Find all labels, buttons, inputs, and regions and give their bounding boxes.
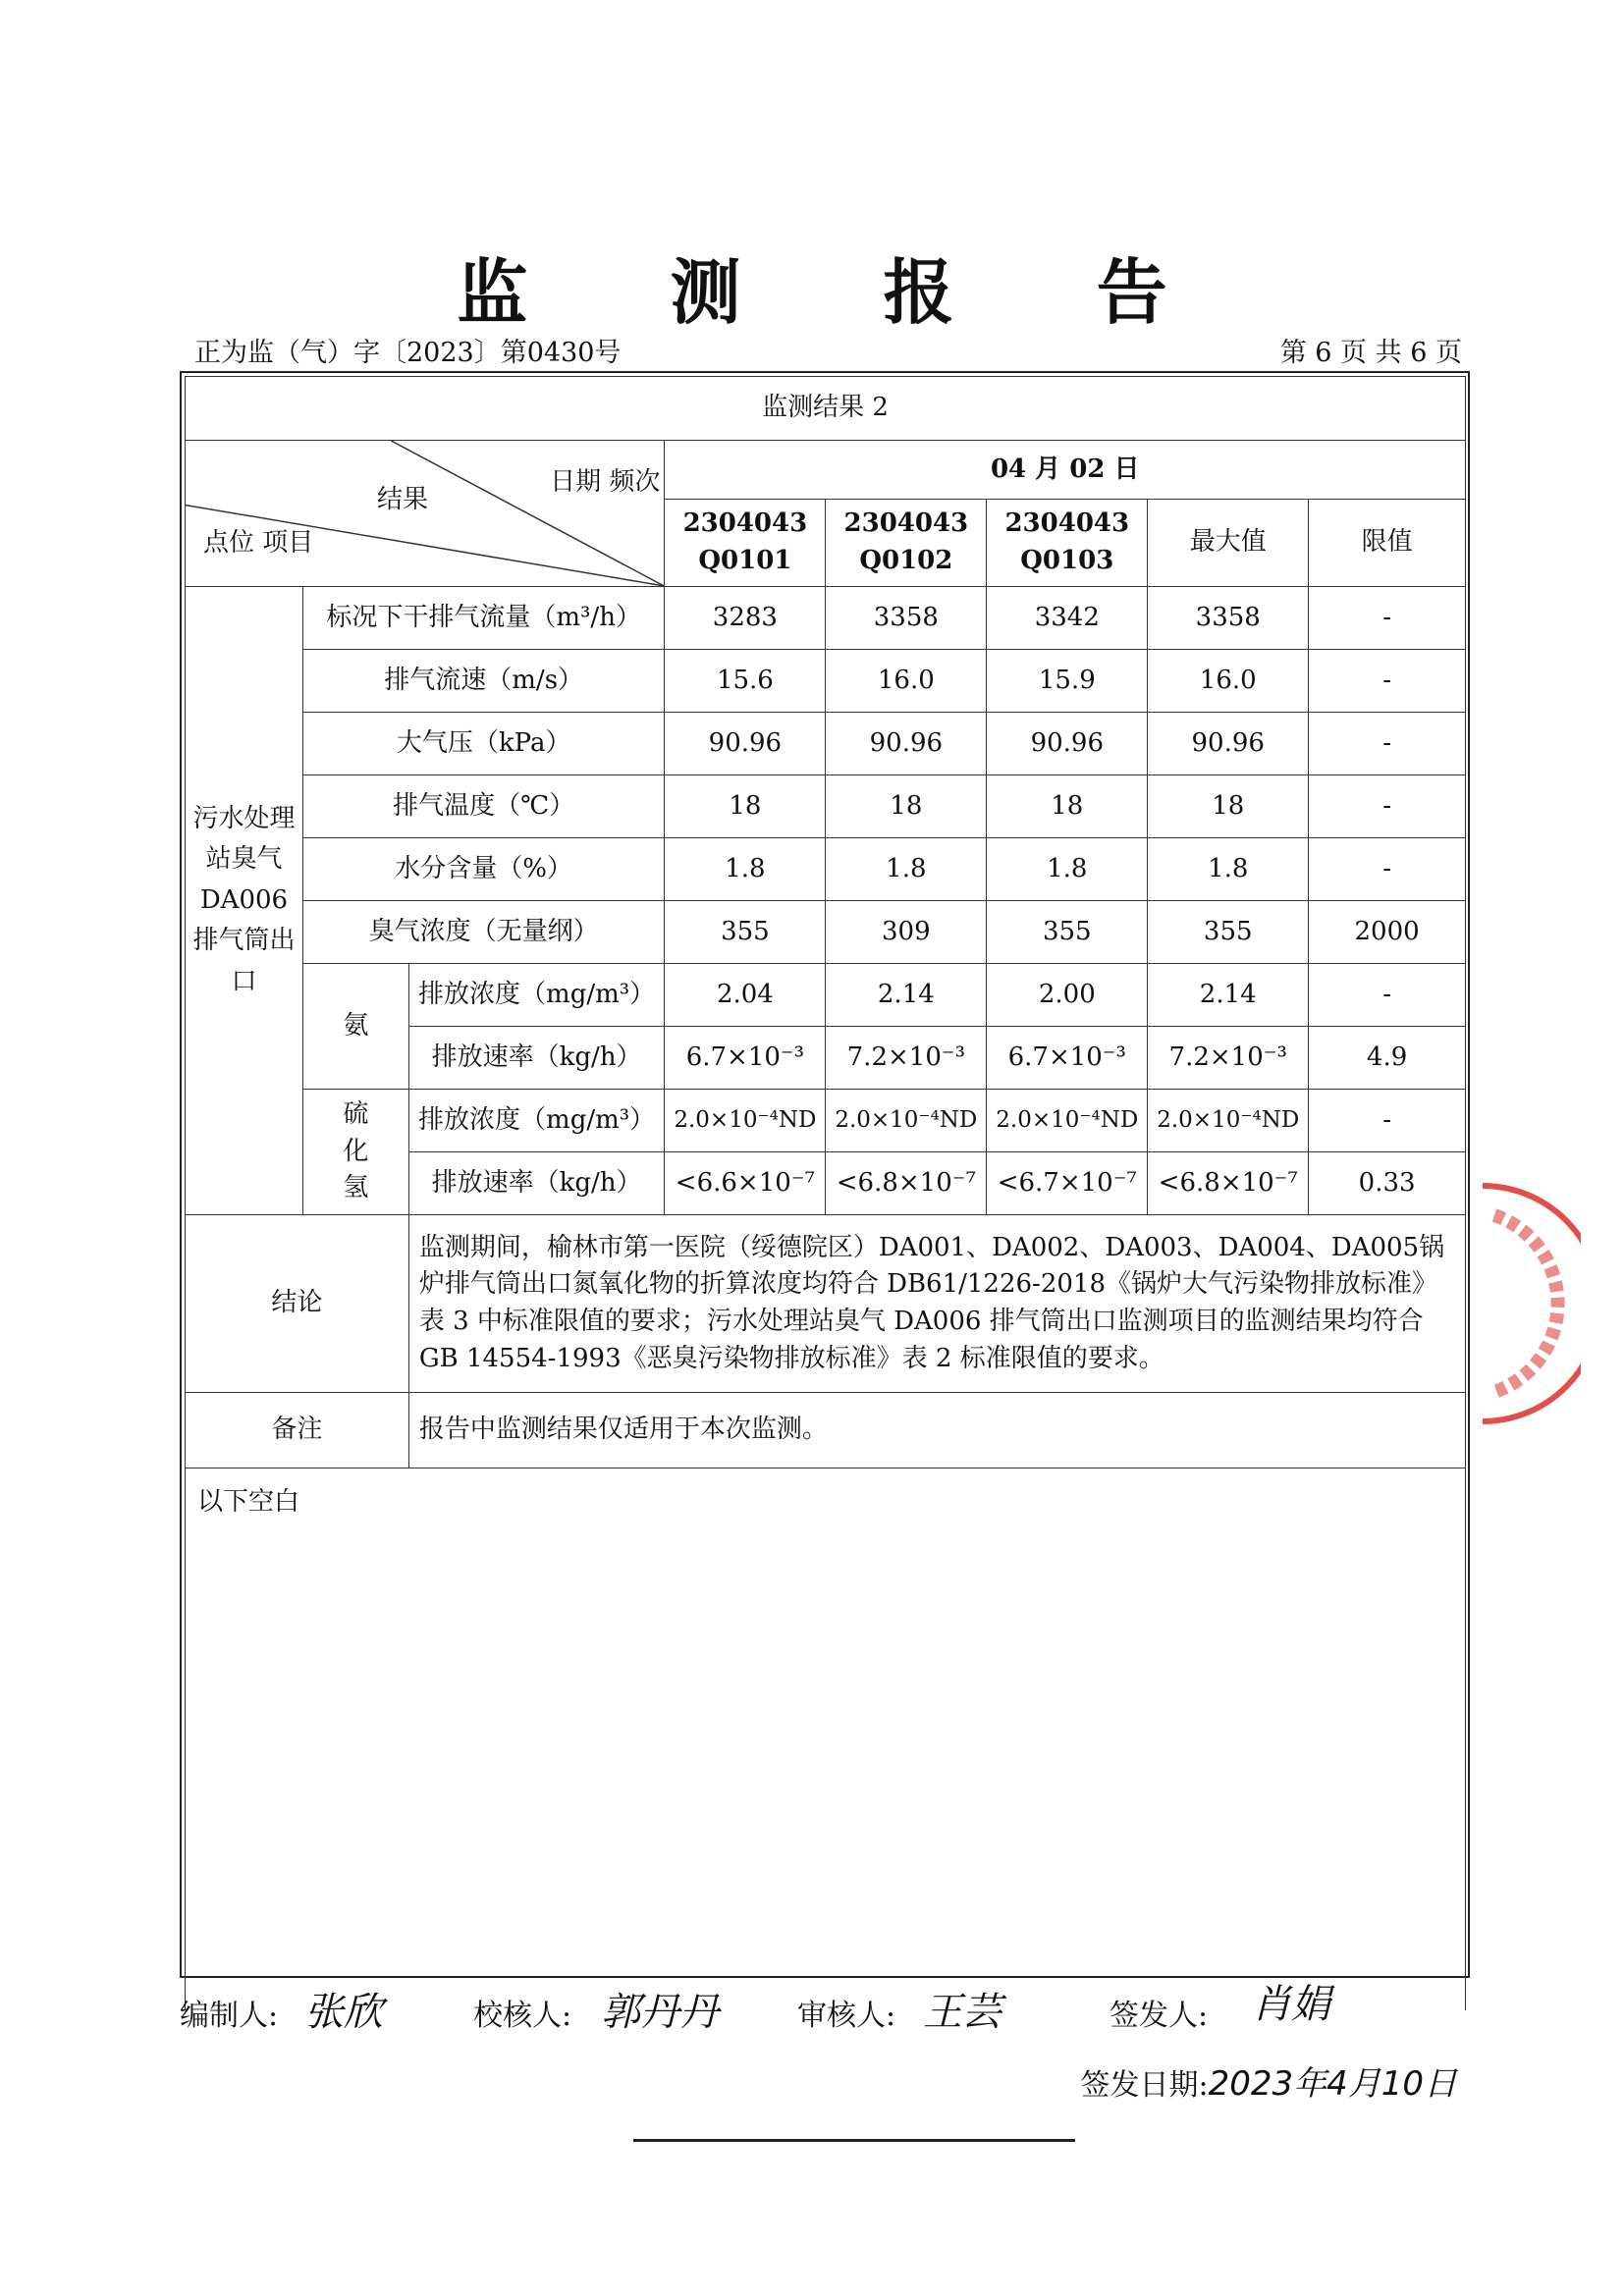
conclusion-row xyxy=(186,1215,1466,1393)
footer-rule xyxy=(633,2139,1075,2142)
cell-value: 355 xyxy=(665,901,826,964)
cell-limit: - xyxy=(1309,650,1466,713)
cell-max: 90.96 xyxy=(1148,713,1309,775)
cell-max: 7.2×10⁻³ xyxy=(1148,1027,1309,1090)
row-item: 排放速率（kg/h） xyxy=(408,1152,665,1215)
row-item: 排放浓度（mg/m³） xyxy=(408,964,665,1027)
page-indicator: 第 6 页 共 6 页 xyxy=(1279,338,1462,368)
row-item: 排气流速（m/s） xyxy=(302,650,664,713)
cell-value: <6.6×10⁻⁷ xyxy=(665,1152,826,1215)
checker-signature: 郭丹丹 xyxy=(601,1990,719,2035)
sample-col-1: 2304043 Q0101 xyxy=(665,500,826,587)
cell-max: 16.0 xyxy=(1148,650,1309,713)
cell-limit: - xyxy=(1309,838,1466,901)
row-item: 大气压（kPa） xyxy=(302,713,664,775)
cell-value: 90.96 xyxy=(665,713,826,775)
monitoring-point: 污水处理站臭气DA006排气筒出口 xyxy=(186,587,303,1215)
max-header: 最大值 xyxy=(1148,500,1309,587)
cell-value: 309 xyxy=(826,901,987,964)
cell-value: 6.7×10⁻³ xyxy=(665,1027,826,1090)
blank-note: 以下空白 xyxy=(186,1468,1466,2011)
cell-limit: - xyxy=(1309,713,1466,775)
cell-value: 3358 xyxy=(826,587,987,650)
cell-value: 18 xyxy=(987,775,1148,838)
header-date: 04 月 02 日 xyxy=(665,441,1466,500)
cell-limit: - xyxy=(1309,1090,1466,1152)
issue-date-value: 2023年4月10日 xyxy=(1208,2064,1457,2104)
limit-header: 限值 xyxy=(1309,500,1466,587)
sample-col-2: 2304043 Q0102 xyxy=(826,500,987,587)
group-name-ammonia: 氨 xyxy=(302,964,408,1090)
issuer-signature: 肖娟 xyxy=(1252,1982,1330,2027)
cell-value: 90.96 xyxy=(987,713,1148,775)
table-row xyxy=(186,713,1466,775)
table-row xyxy=(186,650,1466,713)
cell-value: 90.96 xyxy=(826,713,987,775)
row-item: 排放速率（kg/h） xyxy=(408,1027,665,1090)
cell-max: 355 xyxy=(1148,901,1309,964)
cell-value: 2.04 xyxy=(665,964,826,1027)
group-name-h2s: 硫化氢 xyxy=(302,1090,408,1215)
report-title: 监 测 报 告 xyxy=(457,250,1226,334)
compiler-signature: 张欣 xyxy=(304,1990,383,2035)
cell-max: 18 xyxy=(1148,775,1309,838)
table-row xyxy=(186,775,1466,838)
cell-value: 6.7×10⁻³ xyxy=(987,1027,1148,1090)
table-row xyxy=(186,587,1466,650)
cell-max: 3358 xyxy=(1148,587,1309,650)
cell-value: <6.8×10⁻⁷ xyxy=(826,1152,987,1215)
issue-date-label: 签发日期: xyxy=(1080,2068,1209,2103)
table-row xyxy=(186,964,1466,1027)
cell-max: 2.14 xyxy=(1148,964,1309,1027)
reviewer-label: 审核人: xyxy=(797,1999,896,2033)
remark-text: 报告中监测结果仅适用于本次监测。 xyxy=(408,1393,1465,1468)
cell-value: <6.7×10⁻⁷ xyxy=(987,1152,1148,1215)
cell-limit: - xyxy=(1309,587,1466,650)
table-caption: 监测结果 2 xyxy=(186,377,1466,441)
reviewer-signature: 王芸 xyxy=(923,1990,1001,2035)
header-date-freq: 日期 频次 xyxy=(550,467,661,497)
checker-label: 校核人: xyxy=(473,1999,572,2033)
issuer-label: 签发人: xyxy=(1110,1999,1209,2033)
row-item: 臭气浓度（无量纲） xyxy=(302,901,664,964)
header-result: 结果 xyxy=(377,485,429,514)
cell-max: <6.8×10⁻⁷ xyxy=(1148,1152,1309,1215)
row-item: 排气温度（℃） xyxy=(302,775,664,838)
table-row xyxy=(186,838,1466,901)
cell-value: 2.14 xyxy=(826,964,987,1027)
cell-value: 2.0×10⁻⁴ND xyxy=(826,1090,987,1152)
cell-value: 3342 xyxy=(987,587,1148,650)
cell-limit: 2000 xyxy=(1309,901,1466,964)
cell-limit: 0.33 xyxy=(1309,1152,1466,1215)
cell-limit: - xyxy=(1309,775,1466,838)
cell-value: 1.8 xyxy=(826,838,987,901)
conclusion-text: 监测期间，榆林市第一医院（绥德院区）DA001、DA002、DA003、DA004、DA005锅炉排气筒出口氮氧化物的折算浓度均符合 DB61/1226-2018《锅炉大气污染物排放标准》表 3 中标准限值的要求；污水处理站臭气 DA006 排气筒出口监测项目的监测结果均符合 GB 14554-1993《恶臭污染物排放标准》表 2 标准限值的要求。 xyxy=(408,1215,1465,1393)
conclusion-label: 结论 xyxy=(186,1215,409,1393)
compiler-label: 编制人: xyxy=(180,1999,279,2033)
report-number: 正为监（气）字〔2023〕第0430号 xyxy=(194,338,622,368)
table-row xyxy=(186,901,1466,964)
cell-max: 1.8 xyxy=(1148,838,1309,901)
cell-value: 7.2×10⁻³ xyxy=(826,1027,987,1090)
cell-value: 18 xyxy=(826,775,987,838)
cell-max: 2.0×10⁻⁴ND xyxy=(1148,1090,1309,1152)
cell-value: 15.9 xyxy=(987,650,1148,713)
issue-date xyxy=(1080,2056,1457,2105)
results-table xyxy=(185,376,1466,2010)
remark-row xyxy=(186,1393,1466,1468)
cell-value: 2.00 xyxy=(987,964,1148,1027)
row-item: 水分含量（%） xyxy=(302,838,664,901)
row-item: 排放浓度（mg/m³） xyxy=(408,1090,665,1152)
cell-value: 1.8 xyxy=(665,838,826,901)
cell-value: 15.6 xyxy=(665,650,826,713)
remark-label: 备注 xyxy=(186,1393,409,1468)
cell-value: 3283 xyxy=(665,587,826,650)
cell-value: 2.0×10⁻⁴ND xyxy=(987,1090,1148,1152)
cell-value: 18 xyxy=(665,775,826,838)
cell-limit: 4.9 xyxy=(1309,1027,1466,1090)
cell-value: 2.0×10⁻⁴ND xyxy=(665,1090,826,1152)
cell-limit: - xyxy=(1309,964,1466,1027)
row-item: 标况下干排气流量（m³/h） xyxy=(302,587,664,650)
header-point-item: 点位 项目 xyxy=(203,528,314,558)
red-seal-stamp xyxy=(1473,1176,1581,1431)
table-row xyxy=(186,1090,1466,1152)
cell-value: 1.8 xyxy=(987,838,1148,901)
diagonal-header-cell xyxy=(186,441,665,587)
cell-value: 355 xyxy=(987,901,1148,964)
cell-value: 16.0 xyxy=(826,650,987,713)
sample-col-3: 2304043 Q0103 xyxy=(987,500,1148,587)
